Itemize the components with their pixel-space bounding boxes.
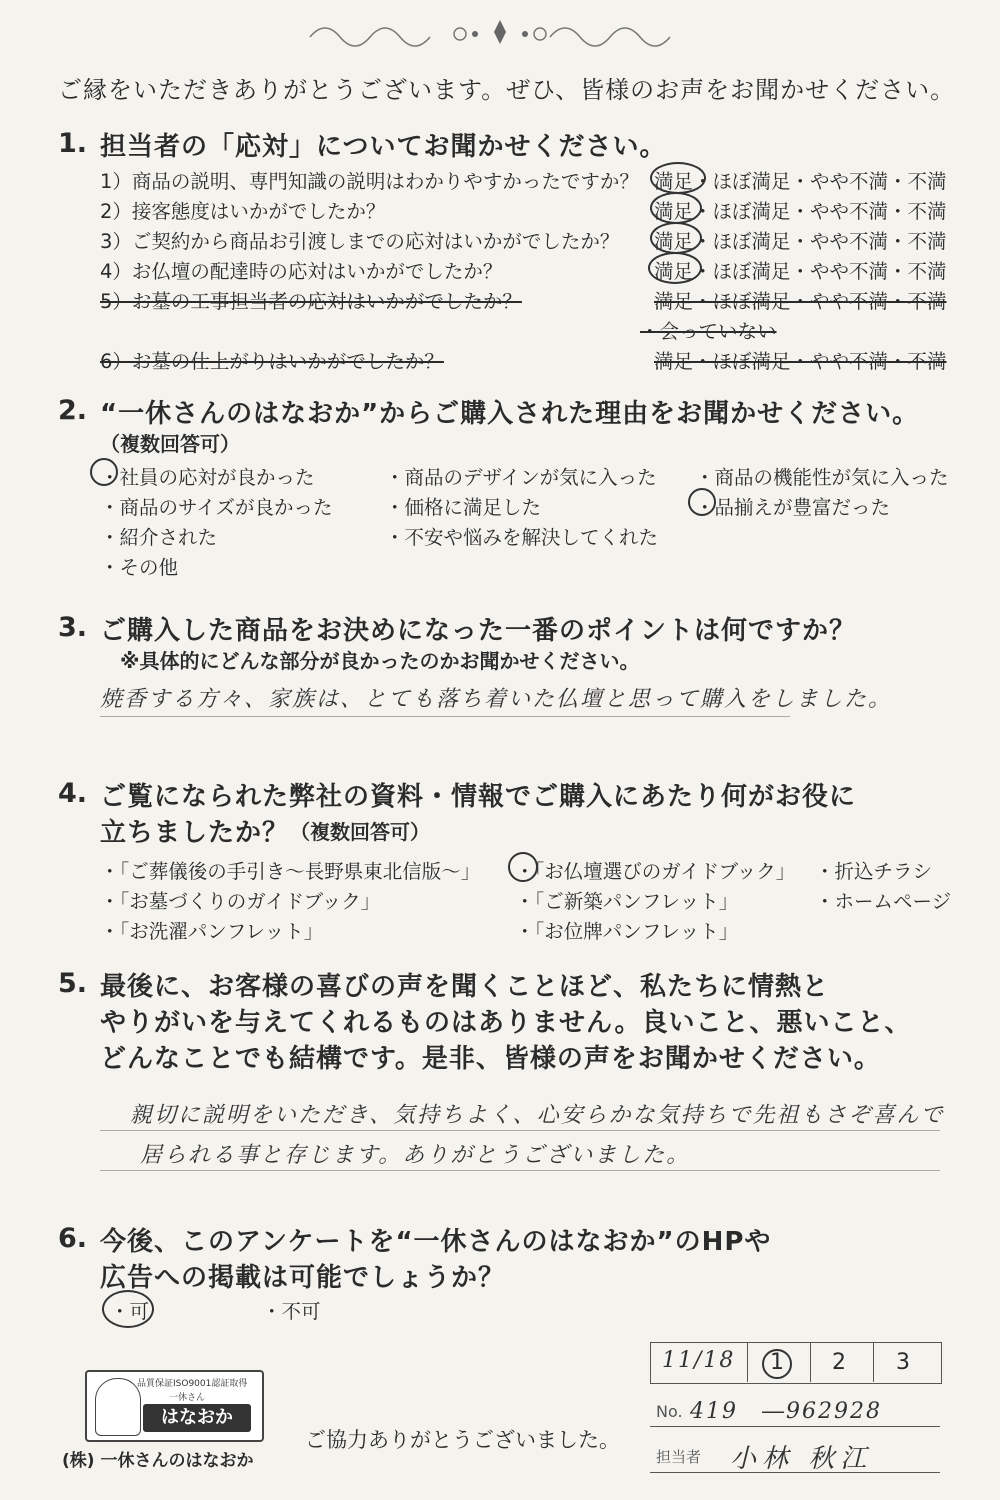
q4-option-funeral: ・「ご葬儀後の手引き～長野県東北信版～」 (100, 860, 481, 883)
staff-label: 担当者 (656, 1448, 702, 1466)
q1-answer-3-circle (650, 222, 702, 254)
q6-option-yes: ・可 (110, 1300, 150, 1323)
decorative-ornament (300, 12, 700, 52)
logo-main-text: はなおか (143, 1404, 251, 1432)
q1-answer-4-circle (648, 252, 702, 284)
q2-option-staff: ・社員の応対が良かった (100, 466, 315, 489)
visit-divider-2 (810, 1342, 812, 1382)
q1-item-3-label: 3）ご契約から商品お引渡しまでの応対はいかがでしたか？ (100, 230, 620, 253)
q5-line3: どんなことでも結構です。是非、皆様の声をお聞かせください。 (100, 1044, 881, 1074)
q6-line1: 今後、このアンケートを“一休さんのはなおか”のHPや (100, 1227, 772, 1257)
visit-1-circle (762, 1349, 792, 1379)
visit-1: 1 (770, 1350, 784, 1375)
q2-option-size: ・商品のサイズが良かった (100, 496, 333, 519)
q1-item-4-options: 満足・ほぼ満足・やや不満・不満 (654, 260, 947, 283)
q4-option-ihai: ・「お位牌パンフレット」 (515, 920, 739, 943)
q1-answer-1-circle (650, 162, 706, 194)
company-logo (85, 1370, 264, 1442)
monk-character-icon (95, 1378, 141, 1436)
q1-item-1-options: 満足・ほぼ満足・やや不満・不満 (654, 170, 947, 193)
date-value: 11/18 (662, 1348, 736, 1373)
q1-item-5-label: 5）お墓の工事担当者の応対はいかがでしたか？ (100, 290, 522, 313)
q1-item-2-options: 満足・ほぼ満足・やや不満・不満 (654, 200, 947, 223)
q1-item-6-label: 6）お墓の仕上がりはいかがでしたか？ (100, 350, 444, 373)
q2-option-function: ・商品の機能性が気に入った (695, 466, 949, 489)
q1-number: 1. (58, 128, 88, 159)
company-name: (株) 一休さんのはなおか (62, 1451, 254, 1471)
q2-option-other: ・その他 (100, 556, 179, 579)
number-underline (650, 1426, 940, 1427)
logo-small-text: 一休さん (169, 1393, 206, 1403)
thanks-text: ご協力ありがとうございました。 (305, 1428, 620, 1452)
q4-option-grave: ・「お墓づくりのガイドブック」 (100, 890, 381, 913)
q5-number: 5. (58, 968, 88, 999)
q1-title: 担当者の「応対」についてお聞かせください。 (100, 132, 667, 162)
q3-answer: 焼香する方々、家族は、とても落ち着いた仏壇と思って購入をしました。 (100, 687, 893, 712)
q5-line1: 最後に、お客様の喜びの声を聞くことほど、私たちに情熱と (100, 972, 830, 1002)
q5-line2: やりがいを与えてくれるものはありません。良いこと、悪いこと、 (100, 1008, 912, 1038)
q1-item-5-extra: ・会っていない (640, 320, 777, 343)
q5-answer-line2: 居られる事と存じます。ありがとうございました。 (140, 1143, 691, 1168)
q3-title: ご購入した商品をお決めになった一番のポイントは何ですか？ (100, 616, 857, 646)
q4-title-line2: 立ちましたか？ (100, 818, 290, 848)
q2-answer-staff-circle (90, 458, 118, 486)
q1-item-5-options: 満足・ほぼ満足・やや不満・不満 (654, 290, 947, 313)
q4-subtitle: （複数回答可） (290, 820, 430, 844)
q3-number: 3. (58, 612, 88, 643)
q4-option-flyer: ・折込チラシ (815, 860, 933, 883)
q6-number: 6. (58, 1223, 88, 1254)
q2-option-solved: ・不安や悩みを解決してくれた (385, 526, 659, 549)
q1-item-4-label: 4）お仏壇の配達時の応対はいかがでしたか？ (100, 260, 503, 283)
q4-title-line1: ご覧になられた弊社の資料・情報でご購入にあたり何がお役に (100, 782, 857, 812)
visit-3: 3 (896, 1350, 910, 1375)
q5-underline-2 (100, 1170, 940, 1171)
staff-name: 小林 秋江 (730, 1444, 873, 1474)
q2-option-referral: ・紹介された (100, 526, 218, 549)
q4-number: 4. (58, 778, 88, 809)
q4-option-homepage: ・ホームページ (815, 890, 952, 913)
q3-subtitle: ※具体的にどんな部分が良かったのかお聞かせください。 (120, 649, 640, 673)
visit-divider-3 (873, 1342, 875, 1382)
number-label: No. (656, 1402, 683, 1421)
q6-line2: 広告への掲載は可能でしょうか？ (100, 1263, 506, 1293)
visit-2: 2 (832, 1350, 846, 1375)
iso-certification-text: 品質保証ISO9001認証取得 (137, 1379, 248, 1389)
q1-item-6-options: 満足・ほぼ満足・やや不満・不満 (654, 350, 947, 373)
q4-answer-butsudan-circle (508, 852, 538, 882)
q3-underline (100, 716, 790, 717)
q2-title: “一休さんのはなおか”からご購入された理由をお聞かせください。 (100, 399, 920, 429)
q5-underline-1 (100, 1130, 940, 1131)
number-value: 419 ―962928 (690, 1399, 882, 1424)
q6-answer-yes-circle (102, 1290, 154, 1328)
q2-answer-selection-circle (688, 488, 716, 516)
q2-number: 2. (58, 395, 88, 426)
q2-subtitle: （複数回答可） (100, 432, 240, 456)
q4-option-laundry: ・「お洗濯パンフレット」 (100, 920, 324, 943)
q2-option-design: ・商品のデザインが気に入った (385, 466, 657, 489)
intro-text: ご縁をいただきありがとうございます。ぜひ、皆様のお声をお聞かせください。 (58, 76, 956, 104)
q6-option-no: ・不可 (262, 1300, 321, 1323)
q1-item-3-options: 満足・ほぼ満足・やや不満・不満 (654, 230, 947, 253)
q1-item-2-label: 2）接客態度はいかがでしたか？ (100, 200, 386, 223)
q5-answer-line1: 親切に説明をいただき、気持ちよく、心安らかな気持ちで先祖もさぞ喜んで (130, 1103, 945, 1128)
staff-underline (650, 1472, 940, 1473)
q1-answer-2-circle (650, 192, 702, 224)
visit-divider-1 (747, 1342, 749, 1382)
q2-option-selection: ・品揃えが豊富だった (695, 496, 891, 519)
q4-option-newhome: ・「ご新築パンフレット」 (515, 890, 739, 913)
q2-option-price: ・価格に満足した (385, 496, 542, 519)
q1-item-1-label: 1）商品の説明、専門知識の説明はわかりやすかったですか？ (100, 170, 639, 193)
q4-option-butsudan: ・「お仏壇選びのガイドブック」 (515, 860, 796, 883)
